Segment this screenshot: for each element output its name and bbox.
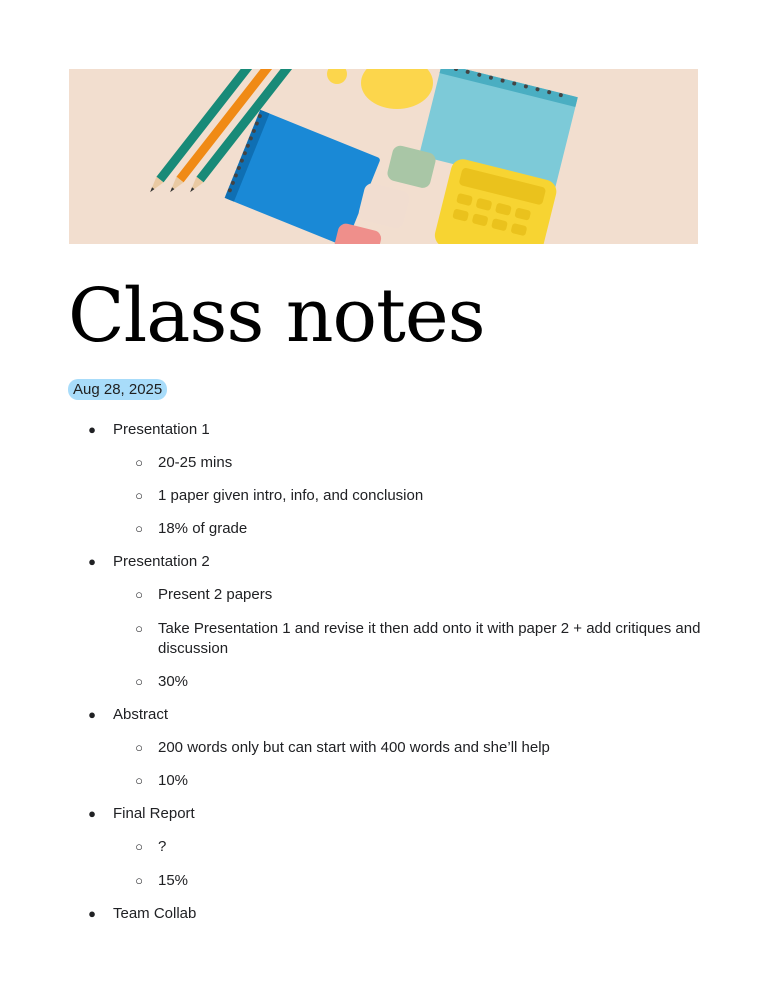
list-item-text: Abstract [113, 706, 169, 723]
banner-image [69, 69, 698, 244]
document-title: Class notes [68, 273, 485, 359]
bullet-icon: ○ [135, 740, 143, 755]
list-item-text: Presentation 2 [113, 553, 210, 570]
bullet-icon: ● [88, 806, 96, 821]
bullet-icon: ● [88, 707, 96, 722]
bullet-icon: ○ [135, 587, 143, 602]
sub-list-item-text: 10% [158, 772, 189, 789]
sub-list-item-text: 30% [158, 673, 189, 690]
list-item-text: Team Collab [113, 905, 197, 922]
sub-list-item-text: 20-25 mins [158, 454, 233, 471]
bullet-icon: ○ [135, 839, 143, 854]
bullet-icon: ○ [135, 674, 143, 689]
list-item-text: Final Report [113, 805, 195, 822]
bullet-icon: ○ [135, 455, 143, 470]
stationery-flatlay-image [69, 69, 698, 244]
sub-list-item-text: 18% of grade [158, 520, 248, 537]
sub-list-item-text: 15% [158, 872, 189, 889]
bullet-icon: ○ [135, 873, 143, 888]
bullet-icon: ● [88, 906, 96, 921]
bullet-icon: ● [88, 422, 96, 437]
sub-list-item-text: ? [158, 838, 167, 855]
sub-list-item-text: 1 paper given intro, info, and conclusion [158, 487, 424, 504]
bullet-icon: ○ [135, 521, 143, 536]
bullet-icon: ● [88, 554, 96, 569]
bullet-icon: ○ [135, 488, 143, 503]
bullet-icon: ○ [135, 773, 143, 788]
bullet-icon: ○ [135, 621, 143, 636]
date-chip[interactable]: Aug 28, 2025 [68, 379, 167, 400]
sub-list-item-text: Take Presentation 1 and revise it then add onto it with paper 2 + add critiques and discussion [158, 620, 701, 657]
sub-list-item-text: 200 words only but can start with 400 words and she’ll help [158, 739, 550, 756]
list-item-text: Presentation 1 [113, 421, 210, 438]
sub-list-item-text: Present 2 papers [158, 586, 273, 603]
